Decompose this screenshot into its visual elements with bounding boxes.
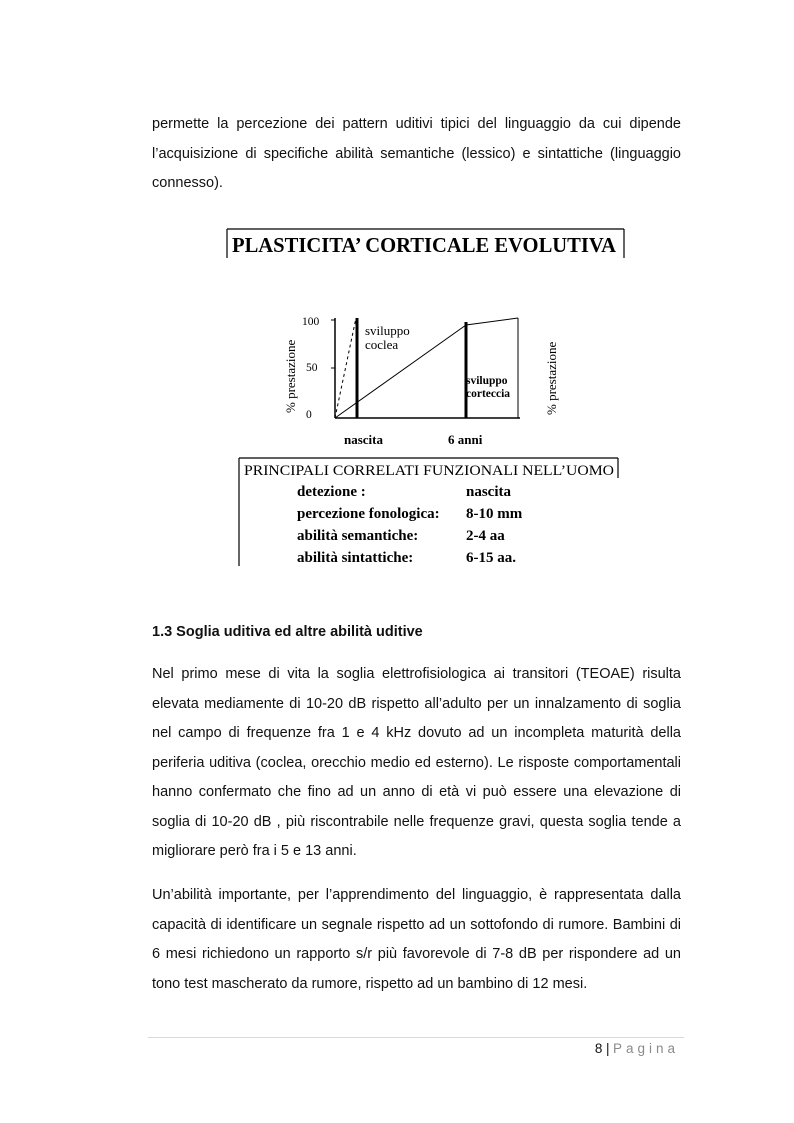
page-number: 8 (594, 1041, 603, 1056)
y-tick-50: 50 (306, 362, 318, 374)
figure-title: PLASTICITA’ CORTICALE EVOLUTIVA (232, 233, 617, 257)
x-label-nascita: nascita (344, 432, 383, 447)
plateau-line (466, 318, 518, 325)
table-row-label: abilità sintattiche: (297, 550, 414, 566)
y-label-left: % prestazione (283, 339, 298, 413)
label-corteccia-2: corteccia (466, 388, 511, 400)
label-coclea-2: coclea (365, 337, 399, 352)
paragraph-noise: Un’abilità importante, per l’apprendimento del linguaggio, è rappresentata dalla capacità di identificare un segnale rispetto ad un sottofondo di rumore. Bambini di 6 mesi richiedono un rapporto s/r più favorevole di 7-8 dB per rispondere ad un tono test mascherato da rumore, rispetto ad un bambino di 12 mesi. (152, 887, 681, 992)
y-tick-100: 100 (302, 316, 320, 328)
label-coclea-1: sviluppo (365, 323, 410, 338)
label-corteccia-1: sviluppo (466, 375, 508, 387)
y-label-right: % prestazione (544, 341, 559, 415)
table-row-label: percezione fonologica: (297, 506, 440, 522)
footer-separator: | (605, 1041, 610, 1056)
table-row-label: abilità semantiche: (297, 528, 419, 544)
table-title: PRINCIPALI CORRELATI FUNZIONALI NELL’UOMO (244, 463, 614, 479)
table-row-value: 8-10 mm (466, 506, 523, 522)
cortex-growth-line (335, 325, 466, 418)
y-tick-0: 0 (306, 409, 312, 421)
dashed-growth-line (335, 318, 356, 418)
footer-divider (148, 1037, 684, 1038)
table-row-value: 2-4 aa (466, 528, 505, 544)
table-row-label: detezione : (297, 484, 366, 500)
paragraph-intro: permette la percezione dei pattern uditivi tipici del linguaggio da cui dipende l’acquisizione di specifiche abilità semantiche (lessico) e sintattiche (linguaggio connesso). (152, 116, 681, 191)
table-row-value: 6-15 aa. (466, 550, 516, 566)
paragraph-threshold: Nel primo mese di vita la soglia elettrofisiologica ai transitori (TEOAE) risulta elevata mediamente di 10-20 dB rispetto all’adulto per un innalzamento di soglia nel campo di frequenze fra 1 e 4 kHz dovuto ad un incompleta maturità della periferia uditiva (coclea, orecchio medio ed esterno). Le risposte comportamentali hanno confermato che fino ad un anno di età vi può essere una elevazione di soglia di 10-20 dB , più riscontrabile nelle frequenze gravi, questa soglia tende a migliorare però fra i 5 e 13 anni. (152, 666, 681, 859)
page-word: Pagina (612, 1041, 679, 1056)
x-label-6-anni: 6 anni (448, 432, 483, 447)
table-row-value: nascita (466, 484, 511, 500)
page-footer (595, 1041, 679, 1056)
section-heading: 1.3 Soglia uditiva ed altre abilità uditive (152, 624, 423, 640)
